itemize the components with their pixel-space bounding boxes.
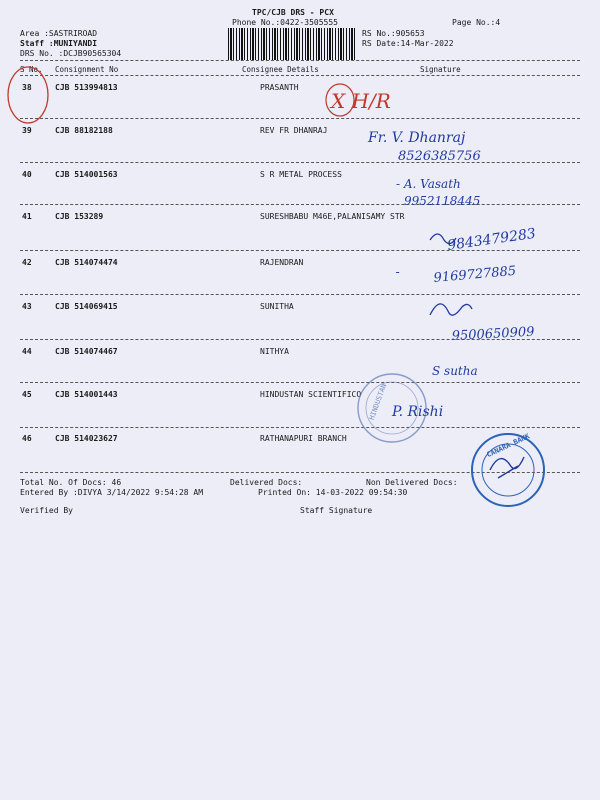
- hw-row40-name: - A. Vasath: [396, 177, 461, 191]
- row-consignee: SUNITHA: [260, 302, 294, 311]
- col-header-sno: S No.: [20, 65, 43, 74]
- row-consignee: RAJENDRAN: [260, 258, 304, 267]
- delivered-docs: Delivered Docs:: [230, 478, 303, 487]
- row-consignee: RATHANAPURI BRANCH: [260, 434, 347, 443]
- hw-row42-phone: 9169727885: [433, 263, 517, 286]
- row-consignment: CJB 514074467: [55, 347, 118, 356]
- row-sno: 42: [22, 258, 32, 267]
- rs-number: RS No.:905653: [362, 29, 425, 38]
- row-consignee: SURESHBABU M46E,PALANISAMY STR: [260, 212, 405, 221]
- row-consignee: NITHYA: [260, 347, 289, 356]
- page-number: Page No.:4: [452, 18, 501, 27]
- phone-number: Phone No.:0422-3505555: [232, 18, 338, 27]
- hw-row39-phone: 8526385756: [398, 149, 481, 164]
- row-consignment: CJB 514001443: [55, 390, 118, 399]
- verified-by: Verified By: [20, 506, 73, 515]
- row-sno: 45: [22, 390, 32, 399]
- canara-signature: [490, 457, 524, 478]
- row-consignment: CJB 153289: [55, 212, 104, 221]
- hw-row43-scribble: [430, 304, 472, 315]
- row-consignee: S R METAL PROCESS: [260, 170, 342, 179]
- row-sno: 41: [22, 212, 32, 221]
- col-header-details: Consignee Details: [242, 65, 319, 74]
- red-circle-mark: [8, 67, 48, 123]
- hw-row44: S sutha: [432, 364, 478, 378]
- hw-row45: P. Rishi: [392, 404, 444, 420]
- total-docs: Total No. Of Docs: 46: [20, 478, 122, 487]
- row-consignment: CJB 514023627: [55, 434, 118, 443]
- col-header-consignment: Consignment No: [55, 65, 119, 74]
- hw-row40-phone: 9952118445: [404, 194, 481, 208]
- hw-row39-name: Fr. V. Dhanraj: [368, 130, 466, 146]
- staff-signature-label: Staff Signature: [300, 506, 373, 515]
- staff-label: Staff :MUNIYANDI: [20, 39, 98, 48]
- row-sno: 40: [22, 170, 32, 179]
- row-consignment: CJB 514001563: [55, 170, 118, 179]
- document-title: TPC/CJB DRS - PCX: [252, 8, 334, 17]
- non-delivered-docs: Non Delivered Docs:: [366, 478, 458, 487]
- printed-on: Printed On: 14-03-2022 09:54:30: [258, 488, 408, 497]
- row-sno: 44: [22, 347, 32, 356]
- row-consignee: HINDUSTAN SCIENTIFICO: [260, 390, 362, 399]
- row-consignment: CJB 514074474: [55, 258, 118, 267]
- row-sno: 46: [22, 434, 32, 443]
- area-label: Area :SASTRIROAD: [20, 29, 98, 38]
- canara-stamp-text: CANARA BANK: [485, 432, 531, 460]
- hw-row38: X H/R: [331, 89, 391, 113]
- row-consignee: PRASANTH: [260, 83, 299, 92]
- row-sno: 43: [22, 302, 32, 311]
- row-sno: 39: [22, 126, 32, 135]
- hindustan-stamp-text: HINDUSTAN: [367, 382, 389, 422]
- drs-number: DRS No. :DCJB90565304: [20, 49, 122, 58]
- row-sno: 38: [22, 83, 32, 92]
- row-consignee: REV FR DHANRAJ: [260, 126, 328, 135]
- entered-by: Entered By :DIVYA 3/14/2022 9:54:28 AM: [20, 488, 204, 497]
- row-consignment: CJB 514069415: [55, 302, 118, 311]
- col-header-signature: Signature: [420, 65, 461, 74]
- hw-row41-phone: 9843479283: [446, 225, 537, 254]
- row-consignment: CJB 513994813: [55, 83, 118, 92]
- rs-date: RS Date:14-Mar-2022: [362, 39, 454, 48]
- hw-row43-phone: 9500650909: [451, 324, 535, 344]
- row-consignment: CJB 88182188: [55, 126, 113, 135]
- hw-row42-dash: -: [394, 265, 402, 279]
